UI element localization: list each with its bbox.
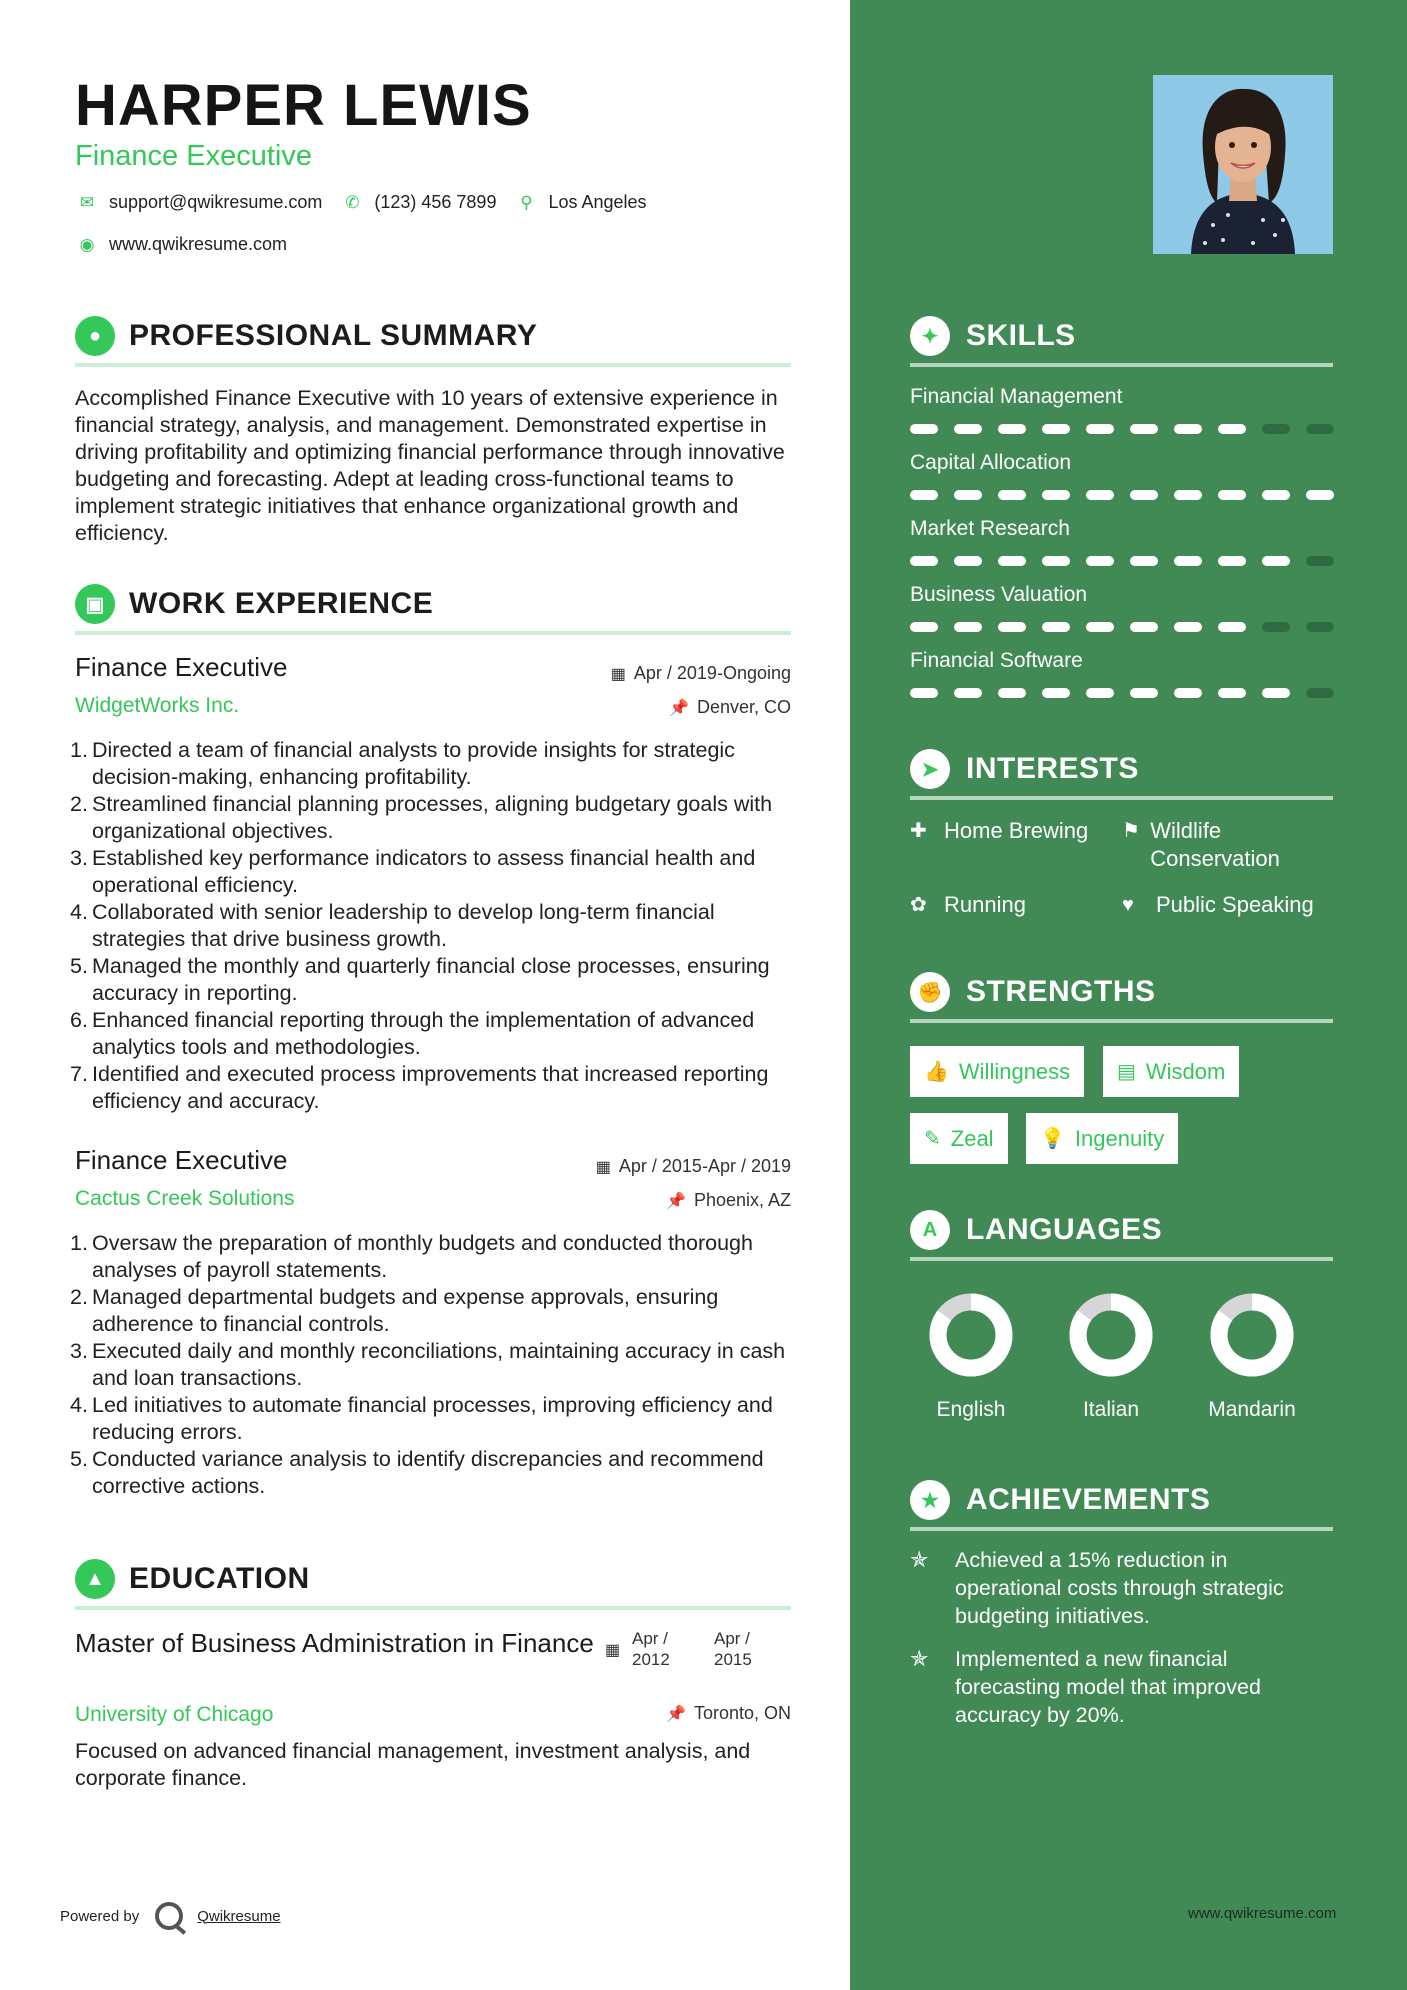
achievements-divider bbox=[910, 1527, 1333, 1531]
contact-website[interactable]: www.qwikresume.com bbox=[109, 234, 288, 254]
education-location-text: Toronto, ON bbox=[693, 1703, 791, 1723]
skill-dash-empty bbox=[1306, 424, 1334, 434]
map-pin-icon: ⚲ bbox=[520, 192, 533, 212]
skill-dash-empty bbox=[1306, 622, 1334, 632]
star-hand-icon: ✯ bbox=[910, 1646, 929, 1671]
pin-icon: 📌 bbox=[669, 699, 689, 717]
job-1-company: WidgetWorks Inc. bbox=[75, 694, 240, 717]
strength-badge bbox=[910, 1046, 1084, 1097]
job-2-title: Finance Executive bbox=[75, 1145, 288, 1175]
interest-item bbox=[910, 891, 1026, 919]
job-2-location-text: Phoenix, AZ bbox=[693, 1190, 791, 1210]
language-icon: A bbox=[910, 1210, 950, 1250]
skill-level-bar bbox=[910, 556, 1335, 566]
skill-dash-filled bbox=[1086, 556, 1114, 566]
skill-dash-filled bbox=[1086, 688, 1114, 698]
skill-dash-filled bbox=[910, 556, 938, 566]
education-description: Focused on advanced financial management, investment analysis, and corporate finance. bbox=[75, 1739, 751, 1790]
skill-level-bar bbox=[910, 490, 1335, 500]
skill-dash-filled bbox=[1130, 622, 1158, 632]
strength-label: Wisdom bbox=[1145, 1058, 1226, 1084]
job-1-responsibilities bbox=[70, 737, 795, 1115]
qwikresume-link[interactable]: Qwikresume bbox=[197, 1907, 281, 1925]
skill-dash-filled bbox=[1174, 490, 1202, 500]
list-item: Oversaw the preparation of monthly budgets and conducted thorough analyses of payroll statements. bbox=[92, 1231, 753, 1282]
strengths-title: STRENGTHS bbox=[966, 975, 1156, 1008]
education-end: Apr / 2015 bbox=[714, 1629, 752, 1669]
skill-dash-filled bbox=[1218, 688, 1246, 698]
user-icon: ● bbox=[75, 316, 115, 356]
job-1-dates-text: Apr / 2019-Ongoing bbox=[633, 663, 791, 683]
envelope-icon: ✉ bbox=[79, 192, 95, 212]
skill-dash-filled bbox=[1042, 622, 1070, 632]
skill-dash-filled bbox=[998, 622, 1026, 632]
skill-dash-filled bbox=[1174, 424, 1202, 434]
languages-title: LANGUAGES bbox=[966, 1213, 1163, 1246]
achievement-text: Achieved a 15% reduction in operational costs through strategic budgeting initiatives. bbox=[955, 1548, 1284, 1628]
skill-dash-filled bbox=[998, 490, 1026, 500]
skill-name: Capital Allocation bbox=[910, 451, 1072, 474]
list-item: Conducted variance analysis to identify discrepancies and recommend corrective actions. bbox=[92, 1447, 764, 1498]
skill-dash-filled bbox=[910, 424, 938, 434]
skill-level-bar bbox=[910, 688, 1335, 698]
degree-title: Master of Business Administration in Finance bbox=[75, 1628, 594, 1658]
skill-dash-filled bbox=[1042, 556, 1070, 566]
language-label: Italian bbox=[1082, 1398, 1140, 1421]
footer-website[interactable]: www.qwikresume.com bbox=[1188, 1905, 1337, 1922]
sidebar bbox=[850, 0, 1407, 1990]
skill-name: Market Research bbox=[910, 517, 1070, 540]
pin-icon: 📌 bbox=[666, 1192, 686, 1210]
website-row bbox=[75, 234, 305, 255]
achievement-item bbox=[910, 1645, 1335, 1729]
languages-divider bbox=[910, 1257, 1333, 1261]
globe-icon: ◉ bbox=[79, 234, 95, 254]
star-hand-icon: ✯ bbox=[910, 1547, 929, 1572]
summary-divider bbox=[75, 363, 791, 367]
candidate-title: Finance Executive bbox=[75, 140, 312, 172]
interest-label: Public Speaking bbox=[1156, 892, 1314, 917]
skill-dash-filled bbox=[1174, 556, 1202, 566]
paw-icon: ✿ bbox=[910, 894, 927, 916]
qwikresume-logo-icon bbox=[155, 1902, 183, 1930]
strength-badge bbox=[1103, 1046, 1239, 1097]
skill-dash-filled bbox=[1086, 622, 1114, 632]
summary-heading bbox=[75, 316, 537, 356]
skill-name: Financial Management bbox=[910, 385, 1123, 408]
achievements-title: ACHIEVEMENTS bbox=[966, 1483, 1211, 1516]
education-location bbox=[666, 1703, 791, 1724]
pen-icon: ✎ bbox=[924, 1128, 941, 1150]
skill-dash-filled bbox=[998, 556, 1026, 566]
job-1-location bbox=[669, 697, 791, 718]
fist-icon: ✊ bbox=[910, 972, 950, 1012]
powered-by-label: Powered by bbox=[60, 1907, 140, 1925]
job-1-dates bbox=[611, 663, 791, 684]
experience-divider bbox=[75, 631, 791, 635]
calendar-icon: ▦ bbox=[605, 1642, 621, 1659]
skill-dash-filled bbox=[910, 688, 938, 698]
skill-dash-filled bbox=[910, 490, 938, 500]
education-start: Apr / 2012 bbox=[632, 1629, 670, 1669]
skill-dash-filled bbox=[1218, 424, 1246, 434]
skill-dash-filled bbox=[954, 490, 982, 500]
contact-phone[interactable]: (123) 456 7899 bbox=[374, 192, 497, 212]
strength-label: Willingness bbox=[958, 1058, 1071, 1084]
interest-label: Home Brewing bbox=[944, 818, 1089, 843]
list-item: Established key performance indicators to assess financial health and operational efficiency. bbox=[92, 846, 756, 897]
language-label: Mandarin bbox=[1208, 1398, 1296, 1421]
skill-dash-filled bbox=[1042, 424, 1070, 434]
skill-level-bar bbox=[910, 424, 1335, 434]
list-item: Collaborated with senior leadership to develop long-term financial strategies that drive business growth. bbox=[92, 900, 715, 951]
skill-level-bar bbox=[910, 622, 1335, 632]
job-2-dates bbox=[596, 1156, 791, 1177]
skill-dash-filled bbox=[1042, 490, 1070, 500]
languages-heading bbox=[910, 1210, 1162, 1250]
experience-title: WORK EXPERIENCE bbox=[129, 587, 434, 620]
interests-title: INTERESTS bbox=[966, 752, 1139, 785]
school-name: University of Chicago bbox=[75, 1703, 274, 1726]
achievement-item bbox=[910, 1546, 1335, 1630]
calendar-icon: ▦ bbox=[610, 665, 626, 683]
skill-dash-filled bbox=[1262, 556, 1290, 566]
strengths-divider bbox=[910, 1019, 1333, 1023]
skill-dash-filled bbox=[1174, 622, 1202, 632]
phone-icon: ✆ bbox=[345, 192, 360, 212]
job-2-responsibilities bbox=[70, 1230, 795, 1500]
interest-label: Running bbox=[944, 892, 1026, 917]
skill-dash-filled bbox=[1086, 490, 1114, 500]
strength-label: Zeal bbox=[950, 1125, 994, 1151]
contact-row bbox=[75, 192, 665, 213]
star-icon: ★ bbox=[910, 1480, 950, 1520]
skill-dash-filled bbox=[954, 424, 982, 434]
profile-photo bbox=[1153, 75, 1333, 254]
skill-dash-filled bbox=[1262, 688, 1290, 698]
skill-dash-filled bbox=[954, 688, 982, 698]
skill-dash-empty bbox=[1262, 424, 1290, 434]
skill-dash-empty bbox=[1306, 556, 1334, 566]
lightbulb-icon: ✦ bbox=[910, 316, 950, 356]
job-2-location bbox=[666, 1190, 791, 1211]
job-1-location-text: Denver, CO bbox=[696, 697, 791, 717]
calendar-icon: ▦ bbox=[595, 1158, 611, 1176]
strength-label: Ingenuity bbox=[1074, 1125, 1165, 1151]
profile-photo-illustration bbox=[1153, 75, 1333, 254]
pin-icon: 📌 bbox=[666, 1705, 686, 1723]
job-1-title: Finance Executive bbox=[75, 652, 288, 682]
skills-heading bbox=[910, 316, 1076, 356]
candidate-name: HARPER LEWIS bbox=[75, 73, 532, 138]
interests-heading bbox=[910, 749, 1139, 789]
job-2-dates-text: Apr / 2015-Apr / 2019 bbox=[618, 1156, 791, 1176]
skill-dash-filled bbox=[1174, 688, 1202, 698]
briefcase-icon: ▣ bbox=[75, 584, 115, 624]
job-2-company: Cactus Creek Solutions bbox=[75, 1187, 295, 1210]
book-icon: ▤ bbox=[1117, 1061, 1136, 1083]
skill-dash-filled bbox=[998, 424, 1026, 434]
language-label: English bbox=[936, 1398, 1006, 1421]
list-item: Led initiatives to automate financial processes, improving efficiency and reducing errors. bbox=[92, 1393, 773, 1444]
skill-dash-filled bbox=[1218, 622, 1246, 632]
list-item: Identified and executed process improvements that increased reporting efficiency and accuracy. bbox=[92, 1062, 769, 1113]
puzzle-icon: ✚ bbox=[910, 820, 927, 842]
strength-badge bbox=[910, 1113, 1008, 1164]
list-item: Directed a team of financial analysts to provide insights for strategic decision-making, enhancing profitability. bbox=[92, 738, 735, 789]
skill-dash-filled bbox=[954, 556, 982, 566]
interest-item bbox=[910, 817, 1088, 845]
skill-dash-filled bbox=[1042, 688, 1070, 698]
skill-dash-empty bbox=[1306, 688, 1334, 698]
contact-location: Los Angeles bbox=[548, 192, 647, 212]
summary-text: Accomplished Finance Executive with 10 years of extensive experience in financial strategy, analysis, and management. Demonstrated expertise in driving profitability and optimizing financial performance through innovative budgeting and forecasting. Adept at leading cross-functional teams to implement strategic initiatives that enhance organizational growth and efficiency. bbox=[75, 386, 785, 545]
language-donuts bbox=[850, 1280, 1407, 1390]
graduate-icon: ▲ bbox=[75, 1559, 115, 1599]
heartbeat-icon: ♥ bbox=[1122, 894, 1134, 916]
list-item: Managed departmental budgets and expense approvals, ensuring adherence to financial controls. bbox=[92, 1285, 719, 1336]
skill-dash-filled bbox=[1306, 490, 1334, 500]
lightbulb-icon: 💡 bbox=[1040, 1128, 1065, 1150]
thumbs-up-icon: 👍 bbox=[924, 1061, 949, 1083]
education-divider bbox=[75, 1606, 791, 1610]
achievement-text: Implemented a new financial forecasting model that improved accuracy by 20%. bbox=[955, 1647, 1261, 1727]
list-item: Executed daily and monthly reconciliations, maintaining accuracy in cash and loan transactions. bbox=[92, 1339, 786, 1390]
list-item: Streamlined financial planning processes, aligning budgetary goals with organizational objectives. bbox=[92, 792, 773, 843]
interests-divider bbox=[910, 796, 1333, 800]
skill-dash-filled bbox=[910, 622, 938, 632]
experience-heading bbox=[75, 584, 433, 624]
education-heading bbox=[75, 1559, 310, 1599]
list-item: Managed the monthly and quarterly financial close processes, ensuring accuracy in reporting. bbox=[92, 954, 770, 1005]
summary-title: PROFESSIONAL SUMMARY bbox=[129, 319, 538, 352]
skill-dash-filled bbox=[1130, 424, 1158, 434]
skill-dash-empty bbox=[1262, 622, 1290, 632]
interest-label: Wildlife Conservation bbox=[1150, 818, 1280, 871]
interest-item bbox=[1122, 891, 1314, 919]
strengths-heading bbox=[910, 972, 1156, 1012]
skill-name: Business Valuation bbox=[910, 583, 1088, 606]
interest-item bbox=[1122, 817, 1322, 873]
skill-dash-filled bbox=[1218, 556, 1246, 566]
skill-dash-filled bbox=[998, 688, 1026, 698]
list-item: Enhanced financial reporting through the implementation of advanced analytics tools and methodologies. bbox=[92, 1008, 755, 1059]
skill-dash-filled bbox=[1130, 556, 1158, 566]
skill-dash-filled bbox=[1130, 688, 1158, 698]
flag-icon: ⚑ bbox=[1122, 820, 1140, 842]
achievements-heading bbox=[910, 1480, 1210, 1520]
education-title: EDUCATION bbox=[129, 1562, 310, 1595]
paper-plane-icon: ➤ bbox=[910, 749, 950, 789]
contact-email[interactable]: support@qwikresume.com bbox=[109, 192, 323, 212]
skill-name: Financial Software bbox=[910, 649, 1083, 672]
skill-dash-filled bbox=[1262, 490, 1290, 500]
footer-branding bbox=[60, 1902, 281, 1930]
skill-dash-filled bbox=[1086, 424, 1114, 434]
skill-dash-filled bbox=[1218, 490, 1246, 500]
skills-divider bbox=[910, 363, 1333, 367]
skill-dash-filled bbox=[954, 622, 982, 632]
strength-badge bbox=[1026, 1113, 1178, 1164]
skills-title: SKILLS bbox=[966, 319, 1076, 352]
skill-dash-filled bbox=[1130, 490, 1158, 500]
